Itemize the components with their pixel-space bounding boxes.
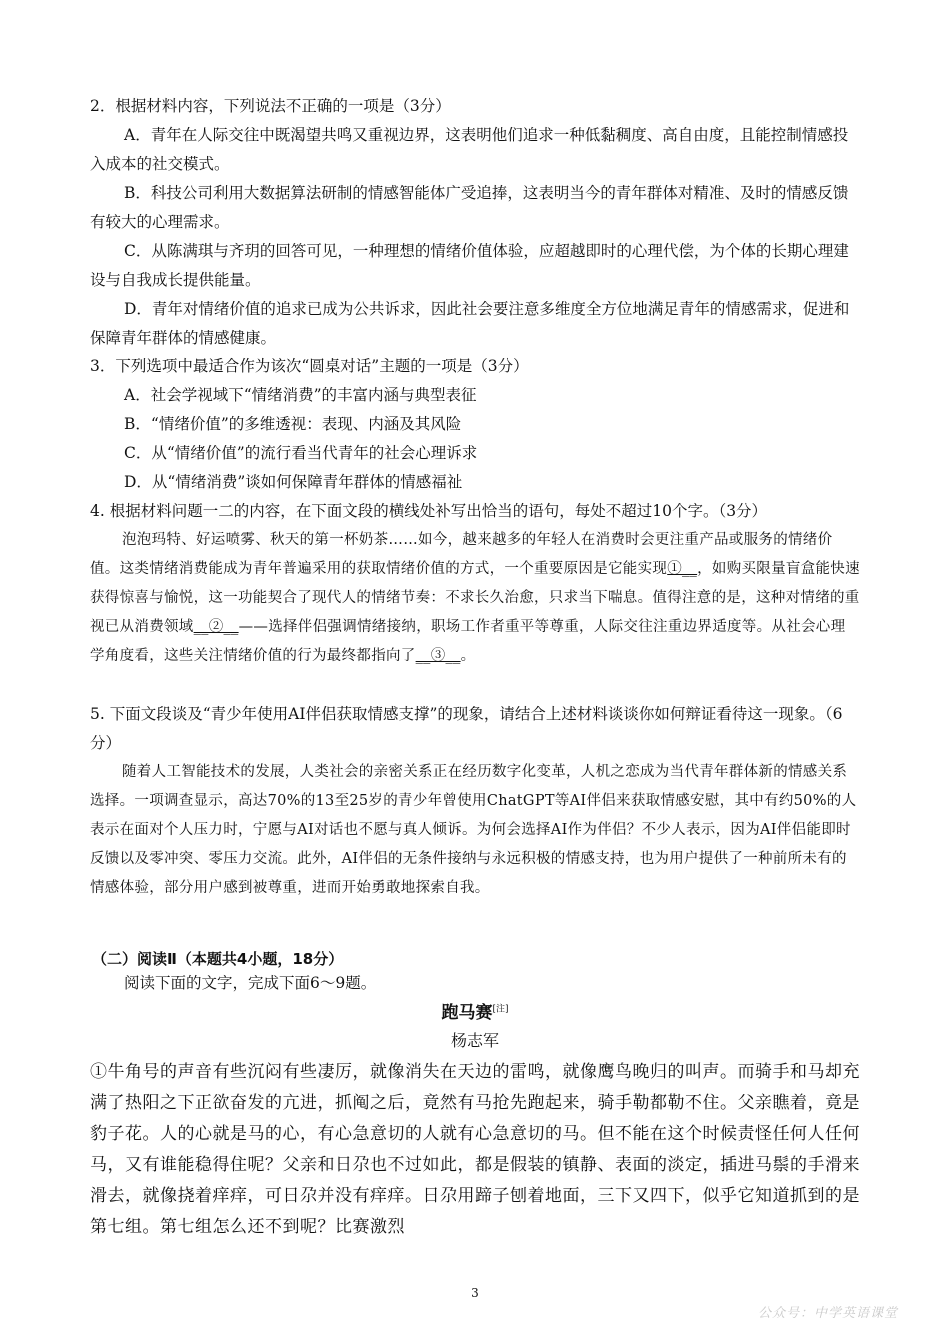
page-number: 3 bbox=[471, 1286, 479, 1300]
q4-passage bbox=[90, 526, 860, 671]
q4-passage-part-a: 泡泡玛特、好运喷雾、秋天的第一杯奶茶……如今，越来越多的年轻人在消费时会更注重产品或服务的情绪价值。这类情绪消费能成为青年普遍采用的获取情绪价值的方式，一个重要原因是它能实现 bbox=[90, 532, 833, 577]
story-title-text: 跑马赛 bbox=[441, 1003, 493, 1023]
section-instruction: 阅读下面的文字，完成下面6～9题。 bbox=[124, 974, 377, 992]
story-title-note: [注] bbox=[492, 1004, 509, 1015]
q4-blank-2: __②__ bbox=[193, 619, 239, 635]
story-paragraph-1: ①牛角号的声音有些沉闷有些凄厉，就像消失在天边的雷鸣，就像鹰鸟晚归的叫声。而骑手和马却充满了热阳之下正欲奋发的亢进，抓阄之后，竟然有马抢先跑起来，骑手勒都勒不住。父亲瞧着，竟是豹子花。人的心就是马的心，有心急意切的人就有心急意切的马。但不能在这个时候责怪任何人任何马，又有谁能稳得住呢？父亲和日尕也不过如此，都是假装的镇静、表面的淡定，插进马鬃的手滑来滑去，就像挠着痒痒，可日尕并没有痒痒。日尕用蹄子刨着地面，三下又四下，似乎它知道抓到的是第七组。第七组怎么还不到呢？比赛激烈 bbox=[90, 1062, 860, 1237]
q3-stem: 3．下列选项中最适合作为该次“圆桌对话”主题的一项是（3分） bbox=[90, 357, 529, 375]
q4-passage-part-d: 。 bbox=[460, 648, 476, 664]
q2-option-b: B．科技公司利用大数据算法研制的情感智能体广受追捧，这表明当今的青年群体对精准、及时的情感反馈有较大的心理需求。 bbox=[90, 184, 849, 231]
q3-option-a: A．社会学视域下“情绪消费”的丰富内涵与典型表征 bbox=[124, 386, 477, 404]
q4-passage-part-b: ，如购买限量盲盒能快速获得惊喜与愉悦，这一功能契合了现代人的情绪节奏：不求长久治愈，只求当下喘息。值得注意的是，这种对情绪的重视已从消费领域 bbox=[90, 561, 860, 635]
q4-blank-3: __③__ bbox=[415, 648, 461, 664]
section-heading: （二）阅读Ⅱ（本题共4小题，18分） bbox=[92, 950, 344, 968]
story-title bbox=[0, 998, 950, 1023]
q5-passage: 随着人工智能技术的发展，人类社会的亲密关系正在经历数字化变革，人机之恋成为当代青年群体新的情感关系选择。一项调查显示，高达70%的13至25岁的青少年曾使用ChatGPT等AI伴侣来获取情感安慰，其中有约50%的人表示在面对个人压力时，宁愿与AI对话也不愿与真人倾诉。为何会选择AI作为伴侣？不少人表示，因为AI伴侣能即时反馈以及零冲突、零压力交流。此外，AI伴侣的无条件接纳与永远积极的情感支持，也为用户提供了一种前所未有的情感体验，部分用户感到被尊重，进而开始勇敢地探索自我。 bbox=[90, 764, 857, 896]
q4-passage-part-c: ——选择伴侣强调情绪接纳，职场工作者重平等尊重，人际交往注重边界适度等。从社会心理学角度看，这些关注情绪价值的行为最终都指向了 bbox=[90, 619, 846, 664]
q3-option-b: B．“情绪价值”的多维透视：表现、内涵及其风险 bbox=[124, 415, 462, 433]
watermark: 公众号：中学英语课堂 bbox=[757, 1306, 898, 1321]
story-author: 杨志军 bbox=[450, 1031, 499, 1050]
q5-stem: 5. 下面文段谈及“青少年使用AI伴侣获取情感支撑”的现象，请结合上述材料谈谈你如何辩证看待这一现象。（6分） bbox=[90, 705, 843, 752]
q3-option-d: D．从“情绪消费”谈如何保障青年群体的情感福祉 bbox=[124, 473, 463, 491]
q4-stem: 4. 根据材料问题一二的内容，在下面文段的横线处补写出恰当的语句，每处不超过10个字。（3分） bbox=[90, 502, 768, 520]
q2-stem: 2．根据材料内容，下列说法不正确的一项是（3分） bbox=[90, 97, 451, 115]
q2-option-d: D．青年对情绪价值的追求已成为公共诉求，因此社会要注意多维度全方位地满足青年的情感需求，促进和保障青年群体的情感健康。 bbox=[90, 300, 850, 347]
q2-option-c: C．从陈满琪与齐玥的回答可见，一种理想的情绪价值体验，应超越即时的心理代偿，为个体的长期心理建设与自我成长提供能量。 bbox=[90, 242, 849, 289]
q2-option-a: A．青年在人际交往中既渴望共鸣又重视边界，这表明他们追求一种低黏稠度、高自由度，且能控制情感投入成本的社交模式。 bbox=[90, 126, 849, 173]
q4-blank-1: ①__ bbox=[667, 561, 698, 577]
q3-option-c: C．从“情绪价值”的流行看当代青年的社会心理诉求 bbox=[124, 444, 478, 462]
